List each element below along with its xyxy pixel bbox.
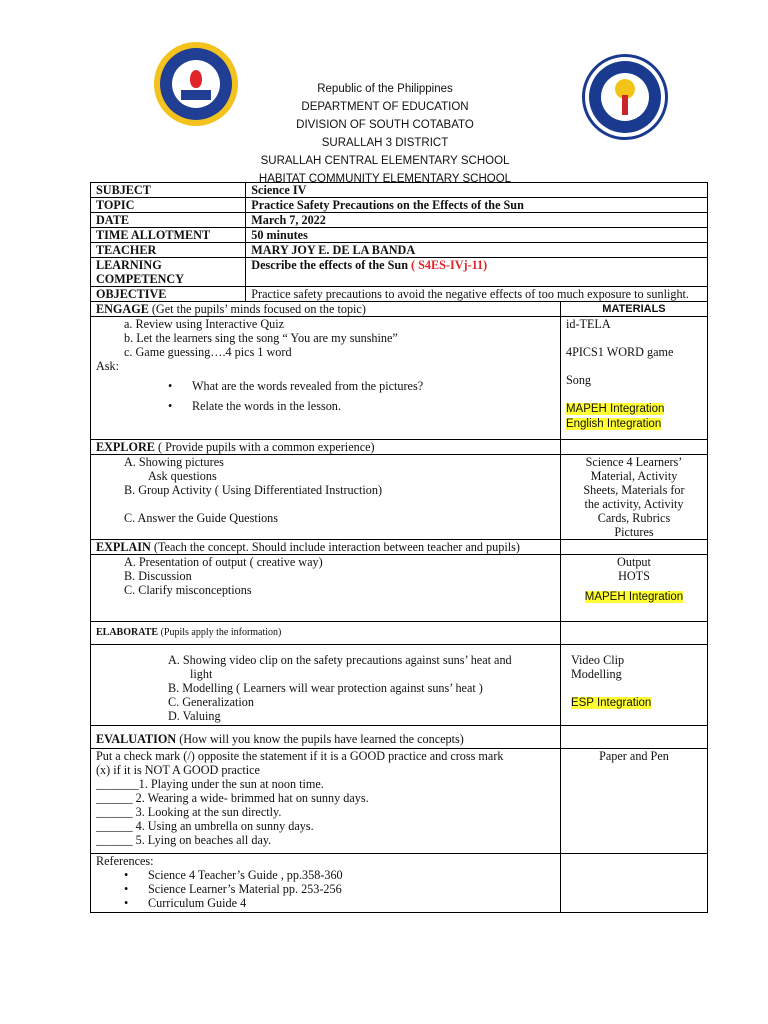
- elaborate-header-row: [91, 622, 708, 645]
- elaborate-body-row: [91, 645, 708, 726]
- engage-item-c: c. Game guessing….4 pics 1 word: [124, 345, 292, 359]
- teacher-value: MARY JOY E. DE LA BANDA: [246, 243, 708, 258]
- explore-heading: [91, 440, 561, 455]
- elaborate-header-empty: [560, 622, 707, 645]
- elaborate-material-2: Modelling: [570, 667, 622, 681]
- explain-heading: [91, 540, 561, 555]
- elaborate-title: ELABORATE: [96, 627, 159, 638]
- teacher-row: [91, 243, 708, 258]
- evaluation-desc: (How will you know the pupils have learned the concepts): [176, 732, 464, 746]
- topic-value: Practice Safety Precautions on the Effects of the Sun: [246, 198, 708, 213]
- engage-material-2: 4PICS1 WORD game: [565, 345, 674, 359]
- header-line-school-1: SURALLAH CENTRAL ELEMENTARY SCHOOL: [260, 155, 510, 167]
- explore-materials: [560, 455, 707, 540]
- engage-desc: (Get the pupils’ minds focused on the topic): [148, 302, 366, 316]
- explore-item-c: C. Answer the Guide Questions: [124, 511, 279, 525]
- evaluation-instruction-1: Put a check mark (/) opposite the statement if it is a GOOD practice and cross mark: [96, 749, 504, 763]
- evaluation-item-1: _______1. Playing under the sun at noon time.: [96, 777, 324, 791]
- explore-desc: ( Provide pupils with a common experience): [154, 440, 375, 454]
- evaluation-item-5: ______ 5. Lying on beaches all day.: [96, 833, 272, 847]
- explore-material-1: Science 4 Learners’: [585, 455, 683, 469]
- competency-row: [91, 258, 708, 287]
- competency-label-line-2: COMPETENCY: [96, 272, 185, 286]
- header-line-department: DEPARTMENT OF EDUCATION: [301, 101, 469, 113]
- explain-header-row: [91, 540, 708, 555]
- competency-code: ( S4ES-IVj-11): [411, 258, 488, 272]
- elaborate-item-b: B. Modelling ( Learners will wear protection against suns’ heat ): [168, 681, 483, 695]
- explain-title: EXPLAIN: [96, 540, 151, 554]
- header-line-school-2: HABITAT COMMUNITY ELEMENTARY SCHOOL: [258, 173, 512, 185]
- engage-heading: [91, 302, 561, 317]
- header-line-division: DIVISION OF SOUTH COTABATO: [296, 119, 474, 131]
- engage-item-b: b. Let the learners sing the song “ You are my sunshine”: [124, 331, 398, 345]
- evaluation-body-row: [91, 749, 708, 854]
- explain-materials: [560, 555, 707, 622]
- explain-item-a: A. Presentation of output ( creative way): [124, 555, 323, 569]
- engage-material-3: Song: [565, 373, 592, 387]
- engage-body-row: [91, 317, 708, 440]
- elaborate-activities: [91, 645, 561, 726]
- elaborate-item-a-cont: light: [190, 667, 213, 681]
- time-row: [91, 228, 708, 243]
- objective-row: [91, 287, 708, 302]
- engage-mapeh-integration: MAPEH Integration: [565, 403, 665, 415]
- competency-text: Describe the effects of the Sun: [251, 258, 412, 272]
- evaluation-item-4: ______ 4. Using an umbrella on sunny days.: [96, 819, 314, 833]
- objective-value: Practice safety precautions to avoid the negative effects of too much exposure to sunlight.: [246, 287, 708, 302]
- references-row: [91, 854, 708, 913]
- elaborate-materials: [560, 645, 707, 726]
- topic-label: TOPIC: [91, 198, 246, 213]
- objective-label: OBJECTIVE: [91, 287, 246, 302]
- explore-item-a-sub: Ask questions: [148, 469, 217, 483]
- references-title: References:: [96, 854, 154, 868]
- time-allotment-label: TIME ALLOTMENT: [91, 228, 246, 243]
- explain-activities: [91, 555, 561, 622]
- reference-item-1: • Science 4 Teacher’s Guide , pp.358-360: [96, 868, 555, 882]
- competency-label-line-1: LEARNING: [96, 258, 162, 272]
- reference-item-2: • Science Learner’s Material pp. 253-256: [96, 882, 555, 896]
- explain-item-b: B. Discussion: [124, 569, 192, 583]
- explain-body-row: [91, 555, 708, 622]
- explore-material-5: Cards, Rubrics: [597, 511, 671, 525]
- explore-body-row: [91, 455, 708, 540]
- materials-header: MATERIALS: [560, 302, 707, 317]
- evaluation-heading: [91, 726, 561, 749]
- engage-question-1: • What are the words revealed from the pictures?: [96, 379, 555, 393]
- competency-label: [91, 258, 246, 287]
- explain-header-empty: [560, 540, 707, 555]
- explore-header-empty: [560, 440, 707, 455]
- explain-mapeh-integration: MAPEH Integration: [584, 591, 684, 603]
- explore-header-row: [91, 440, 708, 455]
- topic-row: [91, 198, 708, 213]
- engage-question-2: • Relate the words in the lesson.: [96, 399, 555, 413]
- explain-item-c: C. Clarify misconceptions: [124, 583, 252, 597]
- elaborate-heading: [91, 622, 561, 645]
- evaluation-header-row: [91, 726, 708, 749]
- date-label: DATE: [91, 213, 246, 228]
- elaborate-material-1: Video Clip: [570, 653, 625, 667]
- explain-material-2: HOTS: [618, 569, 650, 583]
- engage-header-row: [91, 302, 708, 317]
- engage-activities: [91, 317, 561, 440]
- engage-item-a: a. Review using Interactive Quiz: [124, 317, 285, 331]
- engage-material-1: id-TELA: [565, 317, 611, 331]
- time-allotment-value: 50 minutes: [246, 228, 708, 243]
- explore-material-6: Pictures: [614, 525, 654, 539]
- date-row: [91, 213, 708, 228]
- engage-materials: [560, 317, 707, 440]
- explore-item-b: B. Group Activity ( Using Differentiated Instruction): [124, 483, 383, 497]
- engage-english-integration: English Integration: [565, 418, 662, 430]
- explore-item-a: A. Showing pictures: [124, 455, 224, 469]
- explore-material-4: the activity, Activity: [584, 497, 684, 511]
- explore-material-3: Sheets, Materials for: [583, 483, 685, 497]
- document-header: [200, 80, 570, 188]
- subject-value: Science IV: [246, 183, 708, 198]
- subject-label: SUBJECT: [91, 183, 246, 198]
- elaborate-esp-integration: ESP Integration: [570, 697, 652, 709]
- subject-row: [91, 183, 708, 198]
- date-value: March 7, 2022: [246, 213, 708, 228]
- header-line-republic: Republic of the Philippines: [317, 83, 453, 95]
- reference-item-3: • Curriculum Guide 4: [96, 896, 555, 910]
- competency-value: [246, 258, 708, 287]
- teacher-label: TEACHER: [91, 243, 246, 258]
- evaluation-title: EVALUATION: [96, 732, 177, 746]
- evaluation-header-empty: [560, 726, 707, 749]
- deped-seal-logo: [582, 54, 668, 140]
- evaluation-instruction-2: (x) if it is NOT A GOOD practice: [96, 763, 260, 777]
- elaborate-desc: (Pupils apply the information): [158, 627, 282, 638]
- explore-title: EXPLORE: [96, 440, 155, 454]
- references-empty: [560, 854, 707, 913]
- elaborate-item-d: D. Valuing: [168, 709, 221, 723]
- evaluation-item-2: ______ 2. Wearing a wide- brimmed hat on sunny days.: [96, 791, 369, 805]
- evaluation-item-3: ______ 3. Looking at the sun directly.: [96, 805, 282, 819]
- explain-material-1: Output: [617, 555, 651, 569]
- references-content: [91, 854, 561, 913]
- header-line-district: SURALLAH 3 DISTRICT: [321, 137, 449, 149]
- engage-ask-label: Ask:: [96, 359, 120, 373]
- explore-material-2: Material, Activity: [590, 469, 678, 483]
- explore-activities: [91, 455, 561, 540]
- evaluation-content: [91, 749, 561, 854]
- engage-title: ENGAGE: [96, 302, 149, 316]
- elaborate-item-a: A. Showing video clip on the safety precautions against suns’ heat and: [168, 653, 512, 667]
- elaborate-item-c: C. Generalization: [168, 695, 254, 709]
- explain-desc: (Teach the concept. Should include interaction between teacher and pupils): [150, 540, 520, 554]
- evaluation-materials: Paper and Pen: [560, 749, 707, 854]
- lesson-plan-table: [90, 182, 708, 913]
